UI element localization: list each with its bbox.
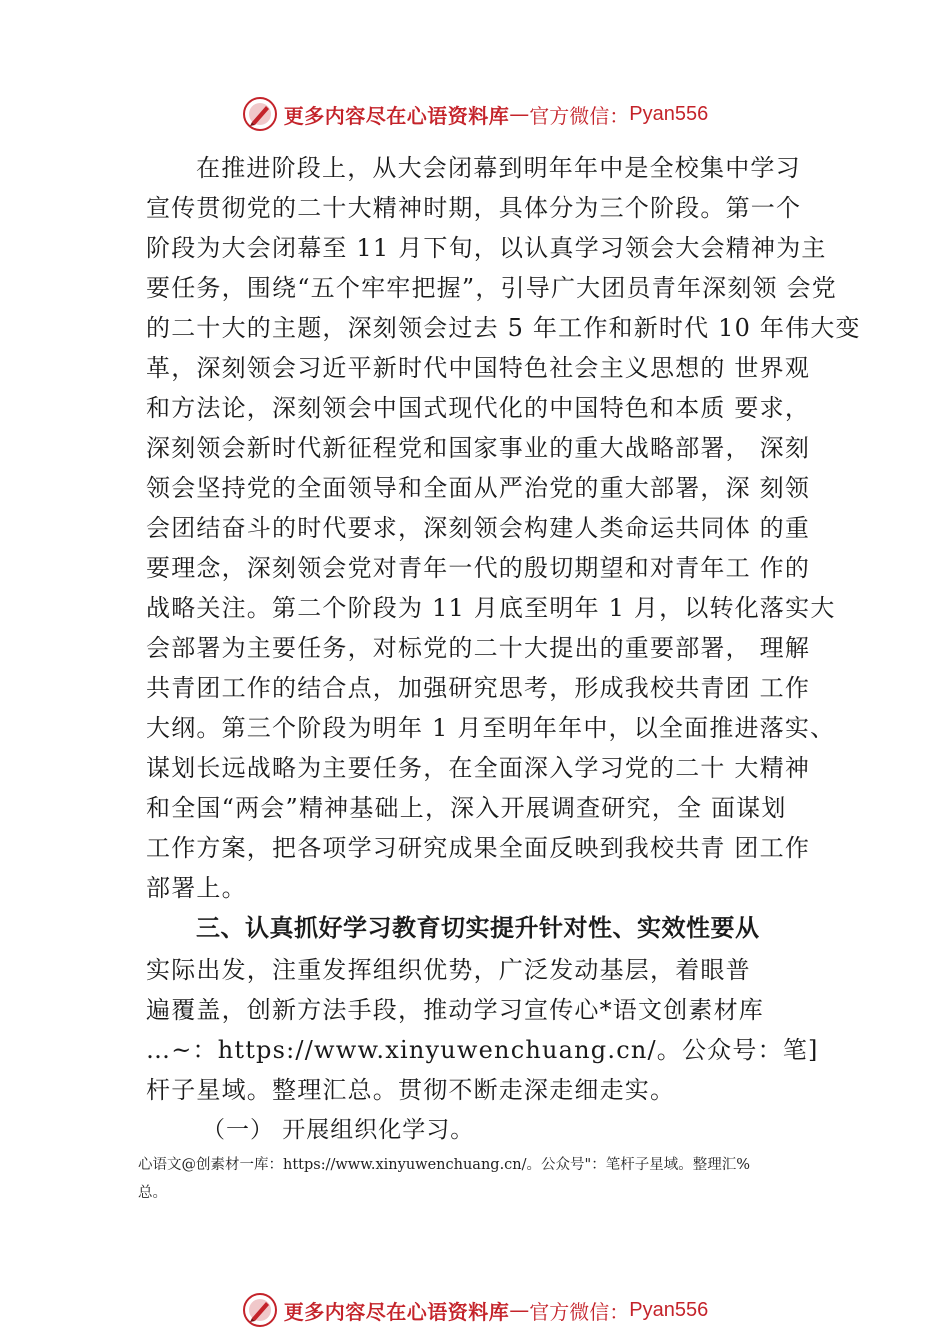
body-line: 要任务，围绕“五个牢牢把握”，引导广大团员青年深刻领 会党: [146, 274, 837, 302]
banner-title: 更多内容尽在心语资料库: [283, 103, 510, 128]
body-line: 共青团工作的结合点，加强研究思考，形成我校共青团 工作: [146, 674, 811, 702]
body-line: 会团结奋斗的时代要求，深刻领会构建人类命运共同体 的重: [146, 514, 811, 542]
footnote-line: 心语文@创素材一库：https://www.xinyuwenchuang.cn/。公众号"：笔杆子星域。整理汇%: [138, 1157, 750, 1173]
footer-banner: [0, 1290, 950, 1330]
body-line: 深刻领会新时代新征程党和国家事业的重大战略部署， 深刻: [146, 434, 811, 462]
body-line: 战略关注。第二个阶段为 11 月底至明年 1 月，以转化落实大: [146, 594, 836, 622]
section-line: 遍覆盖，创新方法手段，推动学习宣传心*语文创素材库: [146, 996, 764, 1024]
banner-wechat-id: Pyan556: [629, 102, 709, 125]
body-line: 领会坚持党的全面领导和全面从严治党的重大部署，深 刻领: [146, 474, 811, 502]
banner-dash: —: [509, 1298, 530, 1322]
banner-wechat-label: 官方微信：: [529, 103, 630, 128]
brand-logo-icon: [242, 96, 278, 132]
banner-title: 更多内容尽在心语资料库: [283, 1299, 510, 1324]
body-line: 的二十大的主题，深刻领会过去 5 年工作和新时代 10 年伟大变: [146, 314, 861, 342]
body-line: 会部署为主要任务，对标党的二十大提出的重要部署， 理解: [146, 634, 811, 662]
body-line: 宣传贯彻党的二十大精神时期，具体分为三个阶段。第一个: [146, 194, 802, 222]
section-line: 杆子星域。整理汇总。贯彻不断走深走细走实。: [146, 1076, 676, 1104]
body-line: 谋划长远战略为主要任务，在全面深入学习党的二十 大精神: [146, 754, 811, 782]
section-line: 实际出发，注重发挥组织优势，广泛发动基层，着眼普: [146, 956, 751, 984]
subsection-heading: （一） 开展组织化学习。: [202, 1117, 475, 1143]
section-line: …~：https://www.xinyuwenchuang.cn/。公众号：笔]: [146, 1036, 819, 1064]
body-line: 要理念，深刻领会党对青年一代的殷切期望和对青年工 作的: [146, 554, 811, 582]
brand-logo-icon: [242, 1292, 278, 1328]
section-heading: 三、认真抓好学习教育切实提升针对性、实效性要从: [196, 914, 760, 942]
body-line: 在推进阶段上，从大会闭幕到明年年中是全校集中学习: [196, 154, 801, 182]
body-line: 部署上。: [146, 874, 247, 902]
banner-wechat-label: 官方微信：: [529, 1299, 630, 1324]
footnote-line: 总。: [138, 1185, 167, 1201]
body-line: 革，深刻领会习近平新时代中国特色社会主义思想的 世界观: [146, 354, 811, 382]
body-line: 工作方案，把各项学习研究成果全面反映到我校共青 团工作: [146, 834, 811, 862]
banner-dash: —: [509, 102, 530, 126]
banner-wechat-id: Pyan556: [629, 1298, 709, 1321]
body-line: 阶段为大会闭幕至 11 月下旬，以认真学习领会大会精神为主: [146, 234, 827, 262]
body-line: 和方法论，深刻领会中国式现代化的中国特色和本质 要求，: [146, 394, 811, 422]
header-banner: [0, 94, 950, 134]
body-line: 和全国“两会”精神基础上，深入开展调查研究，全 面谋划: [146, 794, 787, 822]
body-line: 大纲。第三个阶段为明年 1 月至明年年中，以全面推进落实、: [146, 714, 836, 742]
